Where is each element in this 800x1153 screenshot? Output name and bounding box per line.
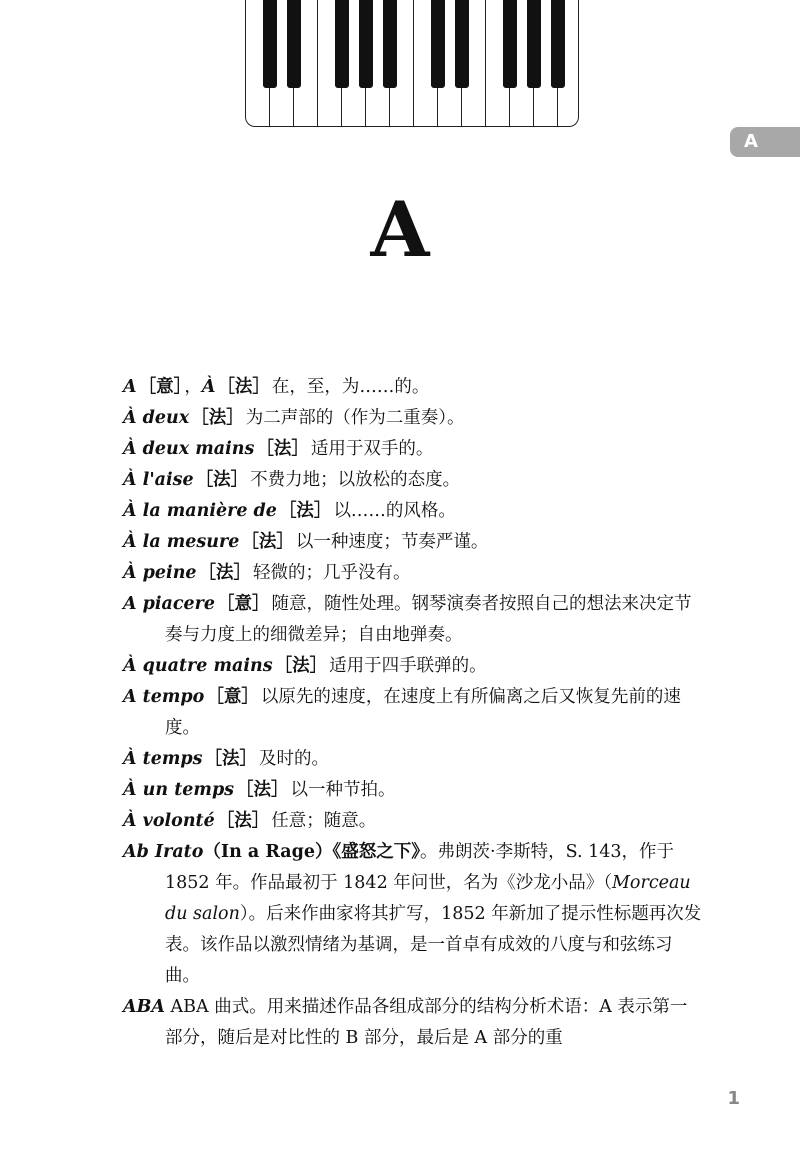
piano-keyboard-illustration <box>245 0 579 127</box>
entry-a-un-temps <box>123 775 703 806</box>
language-tag: ［法］ <box>195 470 249 490</box>
black-key <box>383 0 397 88</box>
language-tag: ［法］ <box>198 563 252 583</box>
black-key <box>359 0 373 88</box>
language-tag: ［法］ <box>274 656 328 676</box>
language-tag: ［法］ <box>217 377 270 397</box>
entry-definition: 轻微的；几乎没有。 <box>253 563 411 583</box>
entry-a-volonte <box>123 806 703 837</box>
entry-term: À l'aise <box>123 470 194 490</box>
entry-definition: 在，至，为……的。 <box>271 377 430 397</box>
entry-term: À <box>201 377 216 397</box>
entry-term: A tempo <box>123 687 205 707</box>
entry-term: A piacere <box>123 594 216 614</box>
entry-a-piacere <box>123 589 703 651</box>
entry-definition: ABA 曲式。用来描述作品各组成部分的结构分析术语：A 表示第一部分，随后是对比性的 B 部分，最后是 A 部分的重 <box>165 997 688 1048</box>
language-tag: ［法］ <box>216 811 270 831</box>
entry-term: Ab Irato <box>123 842 204 862</box>
entry-a-peine <box>123 558 703 589</box>
language-tag: ［意］ <box>206 687 259 707</box>
entry-term: À volonté <box>123 811 215 831</box>
entry-term: À temps <box>123 749 203 769</box>
entry-definition: 适用于四手联弹的。 <box>329 656 487 676</box>
language-tag: ［法］ <box>256 439 309 459</box>
black-key <box>551 0 565 88</box>
language-tag: ［意］ <box>138 377 183 397</box>
entry-term: À deux <box>123 408 190 428</box>
black-key <box>527 0 541 88</box>
entry-definition: 以一种节拍。 <box>290 780 396 800</box>
black-key <box>335 0 349 88</box>
black-key <box>431 0 445 88</box>
language-tag: ［法］ <box>191 408 244 428</box>
entry-a: A ［意］ ，À ［法］ 在，至，为……的。 <box>123 377 430 397</box>
entry-definition: 及时的。 <box>259 749 329 769</box>
language-tag: ［法］ <box>204 749 257 769</box>
entry-a-deux <box>123 403 703 434</box>
entry-definition: 为二声部的（作为二重奏）。 <box>245 408 465 428</box>
black-key <box>263 0 277 88</box>
entry-term: A <box>123 377 137 397</box>
language-tag: ［法］ <box>241 532 294 552</box>
entry-term: À peine <box>123 563 197 583</box>
black-key <box>287 0 301 88</box>
language-tag: ［法］ <box>236 780 289 800</box>
entry-definition: 不费力地；以放松的态度。 <box>250 470 461 490</box>
entry-definition-cont: ）。后来作曲家将其扩写，1852 年新加了提示性标题再次发表。该作品以激烈情绪为基调，是一首卓有成效的八度与和弦练习曲。 <box>165 904 702 986</box>
entry-ab-irato <box>123 837 703 992</box>
entry-a-deux-mains <box>123 434 703 465</box>
entry-aba <box>123 992 703 1054</box>
black-key <box>503 0 517 88</box>
section-heading: A <box>370 185 430 274</box>
black-key <box>455 0 469 88</box>
entry-term: À quatre mains <box>123 656 273 676</box>
entry-definition: 任意；随意。 <box>271 811 377 831</box>
entry-definition: 。弗朗茨·李斯特，S. 143，作于 1852 年。作品最初于 1842 年问世，名为《沙龙小品》（ <box>165 842 674 893</box>
entry-term: ABA <box>123 997 165 1017</box>
work-title: 《盛怒之下》 <box>332 842 421 862</box>
entry-definition: 适用于双手的。 <box>310 439 434 459</box>
entry-term: À la mesure <box>123 532 240 552</box>
entry-a-temps <box>123 744 703 775</box>
entry-definition: 以一种速度；节奏严谨。 <box>295 532 489 552</box>
italic-title: Morceau du salon <box>165 873 691 924</box>
page-number: 1 <box>727 1088 740 1109</box>
entry-a-laise <box>123 465 703 496</box>
entry-a-la-maniere-de <box>123 496 703 527</box>
entry-term: À la manière de <box>123 501 277 521</box>
language-tag: ［意］ <box>217 594 270 614</box>
dictionary-entries <box>123 372 703 1054</box>
english-title: （In a Rage） <box>203 842 333 862</box>
entry-a-quatre-mains <box>123 651 703 682</box>
entry-a-la-mesure <box>123 527 703 558</box>
entry-term: À un temps <box>123 780 235 800</box>
language-tag: ［法］ <box>278 501 332 521</box>
section-tab[interactable]: A <box>730 127 800 157</box>
entry-a-tempo <box>123 682 703 744</box>
entry-definition: 以……的风格。 <box>333 501 456 521</box>
entry-definition: 随意，随性处理。钢琴演奏者按照自己的想法来决定节奏与力度上的细微差异；自由地弹奏。 <box>165 594 692 645</box>
entry-definition: 以原先的速度，在速度上有所偏离之后又恢复先前的速度。 <box>165 687 681 738</box>
entry-term: À deux mains <box>123 439 255 459</box>
